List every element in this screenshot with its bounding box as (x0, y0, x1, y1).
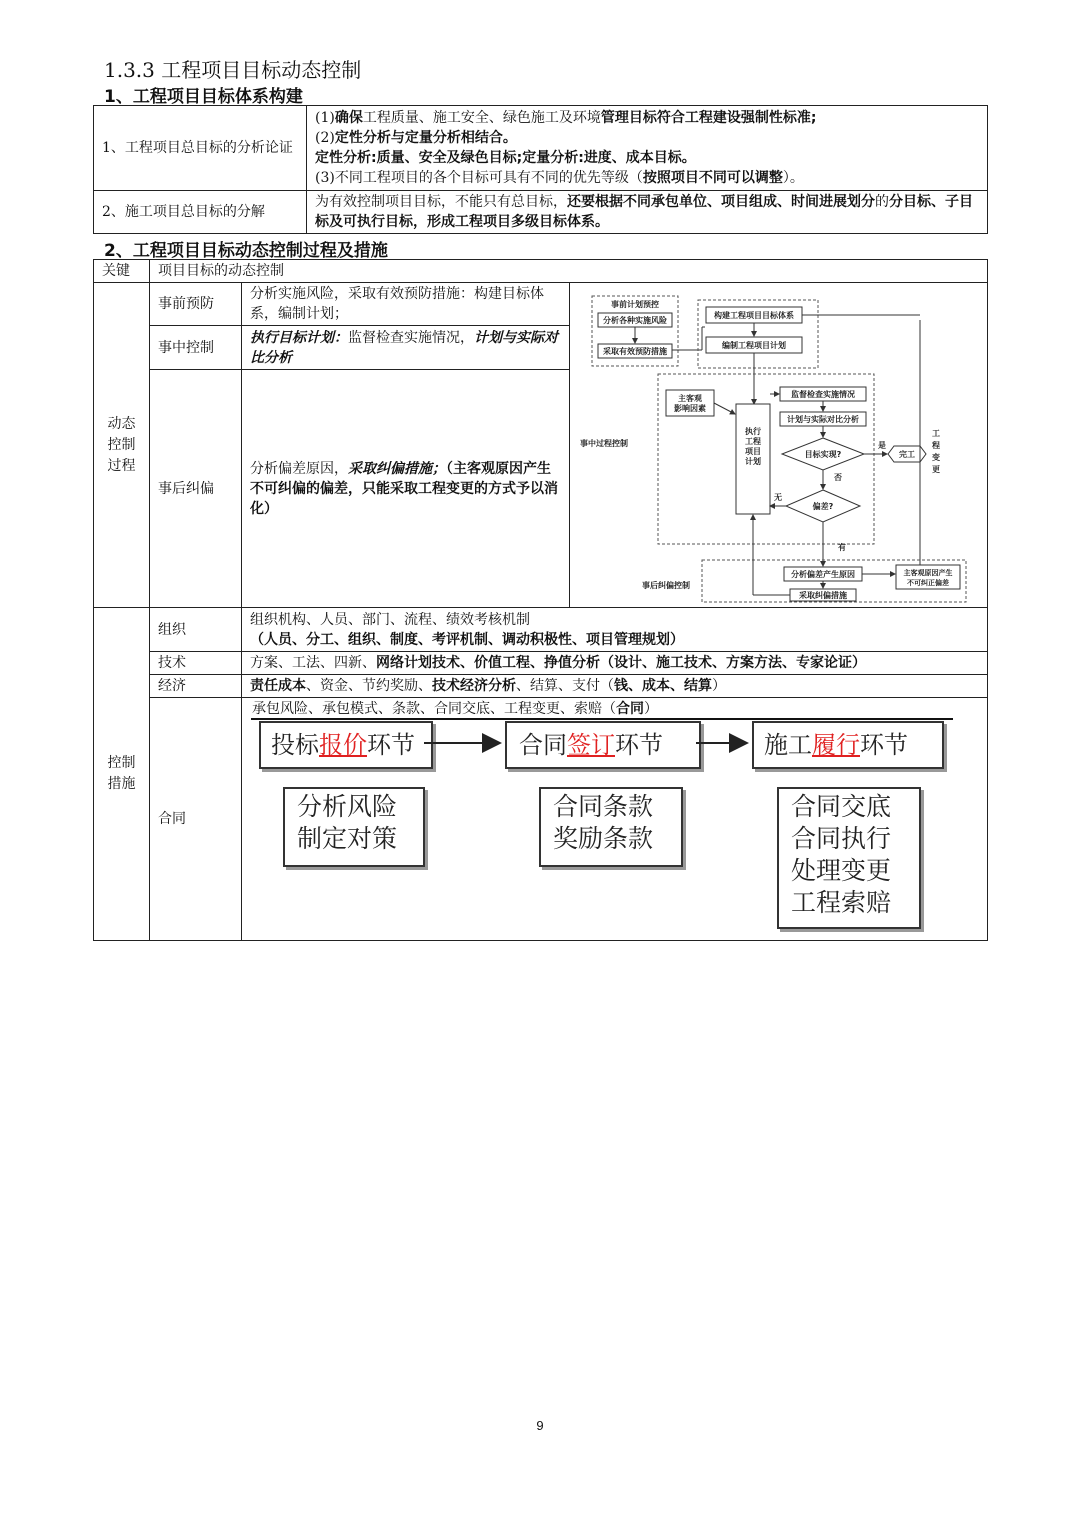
econ-text-d: 、结算、支付（ (516, 678, 614, 694)
box-terms-line1: 合同条款 (553, 792, 654, 821)
fc-mid-group: 事中过程控制 (580, 439, 628, 448)
fc-has: 有 (838, 543, 846, 552)
row2-label: 2、施工项目总目标的分解 (94, 191, 307, 234)
header-key: 关键 (94, 260, 150, 283)
mid-text-c: 计划与实际对比分析 (250, 329, 558, 366)
post-text-a: 分析偏差原因， (250, 460, 348, 477)
post-text-c: （主客观原因产生不可纠偏的偏差，只能采取工程变更的方式予以消化） (250, 460, 558, 517)
contract-label: 合同 (150, 698, 242, 941)
fc-change-2: 程 (932, 441, 940, 450)
header-title: 项目目标的动态控制 (150, 260, 988, 283)
fc-compare: 计划与实际对比分析 (787, 415, 859, 424)
econ-text-f: ） (712, 678, 726, 694)
fc-exec-2: 工程 (745, 437, 761, 446)
row1-line1-bold2: 管理目标符合工程建设强制性标准; (600, 110, 817, 126)
mid-label: 事中控制 (150, 326, 242, 370)
fc-exec-4: 计划 (745, 457, 761, 466)
box-execution (777, 787, 921, 929)
econ-label: 经济 (150, 675, 242, 698)
fc-factors-1: 主客观 (678, 394, 702, 403)
process-label: 动态控制过程 (94, 283, 150, 608)
box-exec-line1: 合同交底 (791, 792, 892, 821)
fc-change-4: 更 (932, 465, 940, 474)
fc-uncorrect-1: 主客观原因产生 (903, 569, 953, 577)
box-terms (539, 787, 683, 867)
fc-build: 构建工程项目目标体系 (714, 311, 794, 320)
box-risk-line2: 制定对策 (297, 824, 398, 853)
contract-text-c: ） (644, 701, 658, 717)
row1-line1-num: (1) (315, 110, 335, 126)
pre-text: 分析实施风险，采取有效预防措施：构建目标体系，编制计划； (242, 283, 570, 326)
mid-text-b: 监督检查实施情况， (348, 329, 474, 346)
econ-text-a: 责任成本 (250, 678, 306, 694)
contract-text-b: 合同 (616, 701, 644, 717)
row1-line1-bold: 确保 (334, 110, 363, 126)
box-exec-line4: 工程索赔 (791, 888, 892, 917)
fc-correct: 采取纠偏措施 (799, 591, 847, 600)
org-line2: （人员、分工、组织、制度、考评机制、调动积极性、项目管理规划） (250, 631, 684, 648)
stage3-b: 履行 (812, 731, 860, 759)
row2-text-c: 的 (875, 194, 889, 210)
fc-risk: 分析各种实施风险 (603, 316, 667, 325)
fc-exec-3: 项目 (745, 447, 761, 456)
fc-finish: 完工 (899, 450, 915, 459)
box-risk-line1: 分析风险 (297, 792, 398, 821)
row1-line4-text: (3)不同工程项目的各个目标可具有不同的优先等级（ (315, 170, 643, 186)
page-number: 9 (536, 1418, 544, 1433)
box-exec-line2: 合同执行 (791, 824, 892, 853)
fc-no: 否 (834, 473, 842, 482)
stage1-b: 报价 (319, 731, 367, 759)
fc-plan: 编制工程项目计划 (722, 341, 786, 350)
org-line1: 组织机构、人员、部门、流程、绩效考核机制 (250, 611, 530, 628)
org-label: 组织 (150, 608, 242, 652)
tech-text-a: 方案、工法、四新、 (250, 655, 376, 671)
fc-exec-1: 执行 (745, 427, 761, 436)
row1-line4-end: ）。 (782, 170, 804, 186)
contract-text-a: 承包风险、承包模式、条款、合同交底、工程变更、索赔（ (252, 701, 616, 717)
fc-analyze: 分析偏差产生原因 (791, 570, 855, 579)
post-label: 事后纠偏 (150, 370, 242, 608)
measures-label: 控制措施 (94, 608, 150, 941)
stage2-c: 环节 (615, 731, 663, 759)
econ-text-b: 、资金、节约奖励、 (306, 678, 432, 694)
fc-change-3: 变 (932, 453, 940, 462)
pre-label: 事前预防 (150, 283, 242, 326)
fc-change-1: 工 (932, 429, 940, 438)
fc-uncorrect-2: 不可纠正偏差 (907, 579, 949, 587)
row1-line2-num: (2) (315, 130, 335, 146)
fc-goal: 目标实现? (804, 450, 842, 459)
box-risk (283, 787, 425, 867)
fc-pre-group: 事前计划预控 (611, 300, 659, 309)
section1-heading: 1、工程项目目标体系构建 (104, 87, 303, 107)
tech-label: 技术 (150, 652, 242, 675)
fc-inspect: 监督检查实施情况 (791, 390, 855, 399)
post-text-b: 采取纠偏措施； (348, 460, 446, 477)
tech-text-b: 网络计划技术、价值工程、挣值分析（设计、施工技术、方案方法、专家论证） (376, 655, 866, 671)
row2-text-d: 分目标、子目标及可执行目标，形成工程项目多级目标体系。 (315, 194, 973, 230)
mid-text-a: 执行目标计划： (250, 329, 348, 346)
fc-yes: 是 (878, 441, 886, 450)
stage2-a: 合同 (519, 731, 567, 759)
fc-post-group: 事后纠偏控制 (642, 581, 690, 590)
fc-deviation: 偏差? (812, 502, 834, 511)
stage3-a: 施工 (764, 731, 812, 759)
fc-factors-2: 影响因素 (674, 404, 706, 413)
stage3-c: 环节 (860, 731, 908, 759)
row1-line4-bold: 按照项目不同可以调整 (642, 170, 783, 186)
stage1-c: 环节 (367, 731, 415, 759)
fc-none: 无 (774, 493, 782, 502)
row1-line3: 定性分析:质量、安全及绿色目标;定量分析:进度、成本目标。 (315, 150, 696, 166)
box-exec-line3: 处理变更 (791, 856, 892, 885)
fc-prevent: 采取有效预防措施 (603, 347, 667, 356)
page-title: 1.3.3 工程项目目标动态控制 (104, 58, 362, 82)
box-terms-line2: 奖励条款 (553, 824, 654, 853)
row1-line2-text: 定性分析与定量分析相结合。 (334, 130, 517, 146)
econ-text-e: 钱、成本、结算 (614, 678, 712, 694)
econ-text-c: 技术经济分析 (432, 678, 516, 694)
row2-text-a: 为有效控制项目目标，不能只有总目标， (315, 194, 567, 210)
stage2-b: 签订 (567, 731, 615, 759)
row1-label: 1、工程项目总目标的分析论证 (94, 106, 307, 191)
row1-line1-text: 工程质量、施工安全、绿色施工及环境 (362, 110, 601, 126)
row2-text-b: 还要根据不同承包单位、项目组成、时间进展划分 (567, 194, 875, 210)
section2-heading: 2、工程项目目标动态控制过程及措施 (104, 241, 388, 261)
stage1-a: 投标 (271, 731, 319, 759)
